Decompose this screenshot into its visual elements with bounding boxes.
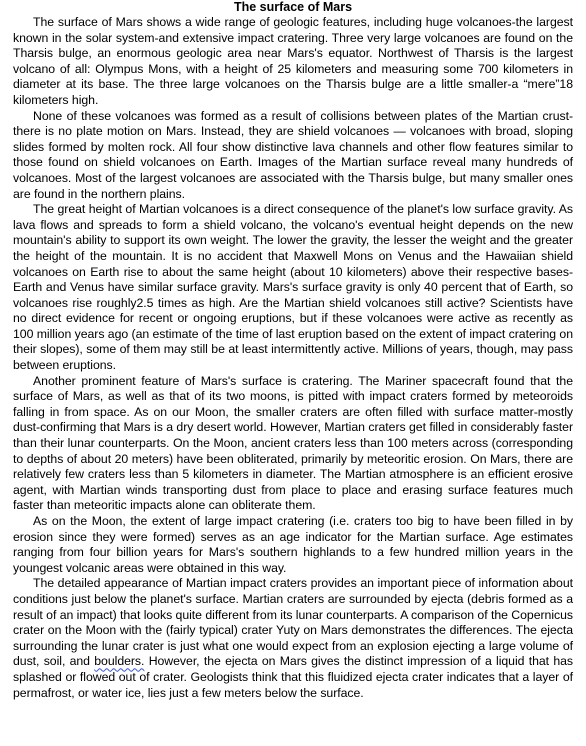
paragraph-2: None of these volcanoes was formed as a result of collisions between plates of the Martian crust-there is no plate motion on Mars. Instead, they are shield volcanoes — volcanoes with broad, sloping slides formed by molten rock. All four show distinctive lava channels and other flow features similar to those found on shield volcanoes on Earth. Images of the Martian surface reveal many hundreds of volcanoes. Most of the largest volcanoes are associated with the Tharsis bulge, but many smaller ones are found in the northern plains. <box>13 108 573 201</box>
paragraph-6 <box>13 576 573 701</box>
paragraph-5: As on the Moon, the extent of large impact cratering (i.e. craters too big to have been filled in by erosion since they were formed) serves as an age indicator for the Martian surface. Age estimates ranging from four billion years for Mars's southern highlands to a few hundred million years in the youngest volcanic areas were obtained in this way. <box>13 514 573 575</box>
document-title: The surface of Mars <box>233 0 353 14</box>
spelling-flagged-word[interactable]: boulders. <box>94 654 145 669</box>
paragraph-4: Another prominent feature of Mars's surface is cratering. The Mariner spacecraft found that the surface of Mars, as well as that of its two moons, is pitted with impact craters formed by meteoroids falling in from space. As on our Moon, the smaller craters are often filled with surface matter-mostly dust-confirming that Mars is a dry desert world. However, Martian craters get filled in considerably faster than their lunar counterparts. On the Moon, ancient craters less than 100 meters across (corresponding to depths of about 20 meters) have been obliterated, primarily by meteoritic erosion. On Mars, there are relatively few craters less than 5 kilometers in diameter. The Martian atmosphere is an efficient erosive agent, with Martian winds transporting dust from place to place and erasing surface features much faster than meteoritic impacts alone can obliterate them. <box>13 373 573 513</box>
paragraph-6-text-after: However, the ejecta on Mars gives the distinct impression of a liquid that has splashed or flowed out of crater. Geologists think that this fluidized ejecta crater indicates that a layer of permafrost, or water ice, lies just a few meters below the surface. <box>13 654 573 700</box>
paragraph-1: The surface of Mars shows a wide range of geologic features, including huge volcanoes-the largest known in the solar system-and extensive impact cratering. Three very large volcanoes are found on the Tharsis bulge, an enormous geologic area near Mars's equator. Northwest of Tharsis is the largest volcano of all: Olympus Mons, with a height of 25 kilometers and measuring some 700 kilometers in diameter at its base. The three large volcanoes on the Tharsis bulge are a little smaller-a “mere”18 kilometers high. <box>13 15 573 107</box>
paragraph-6-text-before: The detailed appearance of Martian impact craters provides an important piece of information about conditions just below the planet's surface. Martian craters are surrounded by ejecta (debris formed as a result of an impact) that looks quite different from its lunar counterparts. A comparison of the Copernicus crater on the Moon with the (fairly typical) crater Yuty on Mars demonstrates the differences. The ejecta surrounding the lunar crater is just what one would expect from an explosion ejecting a large volume of dust, soil, and <box>13 576 573 669</box>
paragraph-3: The great height of Martian volcanoes is a direct consequence of the planet's low surface gravity. As lava flows and spreads to form a shield volcano, the volcano's eventual height depends on the new mountain's ability to support its own weight. The lower the gravity, the lesser the weight and the greater the height of the mountain. It is no accident that Maxwell Mons on Venus and the Hawaiian shield volcanoes on Earth rise to about the same height (about 10 kilometers) above their respective bases-Earth and Venus have similar surface gravity. Mars's surface gravity is only 40 percent that of Earth, so volcanoes rise roughly2.5 times as high. Are the Martian shield volcanoes still active? Scientists have no direct evidence for recent or ongoing eruptions, but if these volcanoes were active as recently as 100 million years ago (an estimate of the time of last eruption based on the extent of impact cratering on their slopes), some of them may still be at least intermittently active. Millions of years, though, may pass between eruptions. <box>13 202 573 373</box>
